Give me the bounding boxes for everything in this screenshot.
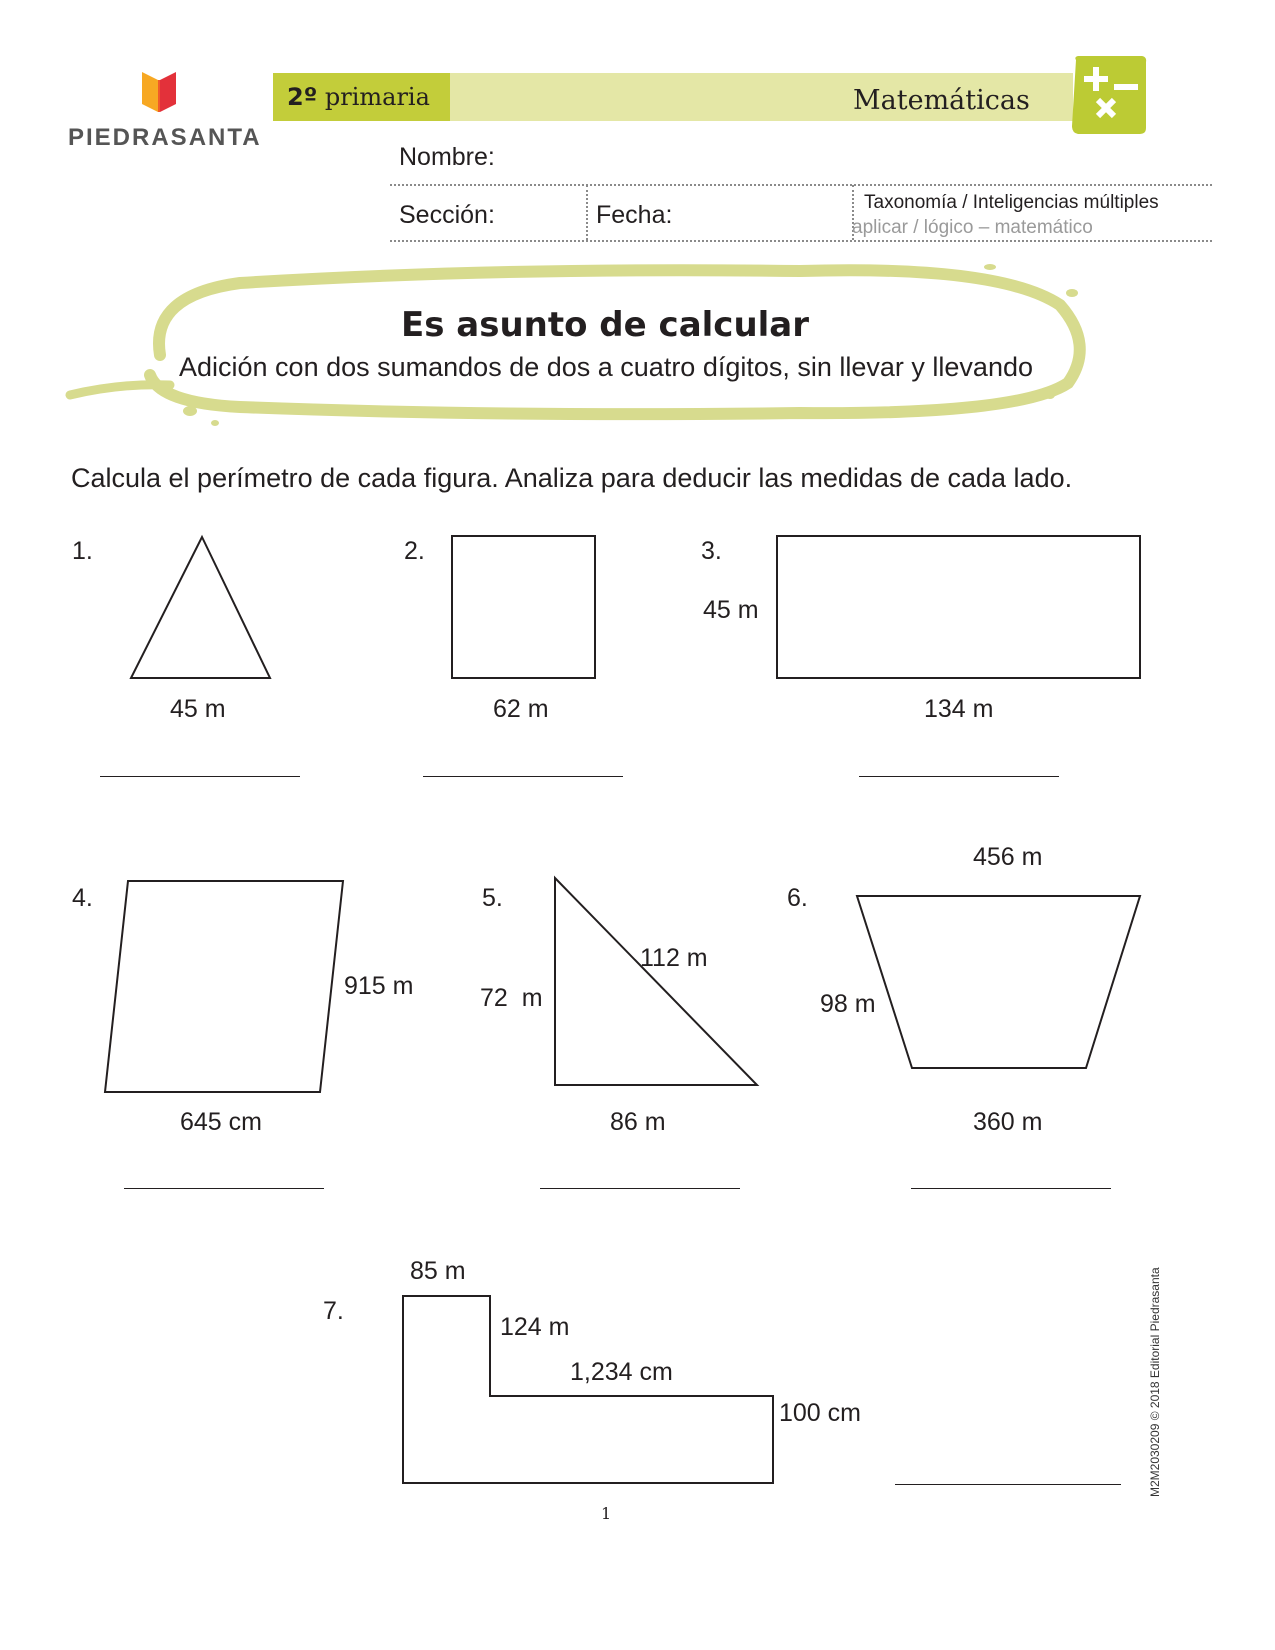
side-label: 98 m <box>820 990 876 1018</box>
side-label: 45 m <box>703 596 759 624</box>
square-shape <box>450 534 600 684</box>
answer-line[interactable] <box>423 776 623 777</box>
side-label: 360 m <box>973 1108 1043 1136</box>
answer-line[interactable] <box>124 1188 324 1189</box>
grade-number: 2º <box>287 83 318 111</box>
subject-title: Matemáticas <box>853 85 1030 116</box>
figure-number: 1. <box>72 537 93 565</box>
name-field[interactable] <box>520 140 1210 182</box>
figure-number: 4. <box>72 884 93 912</box>
copyright-note: M2M2030209 © 2018 Editorial Piedrasanta <box>1148 1267 1162 1497</box>
side-label: 456 m <box>973 843 1043 871</box>
page-subtitle: Adición con dos sumandos de dos a cuatro dígitos, sin llevar y llevando <box>179 352 1033 382</box>
side-label: 72 m <box>480 984 543 1012</box>
side-label: 124 m <box>500 1313 570 1341</box>
trapezoid-shape <box>855 894 1145 1074</box>
taxonomy-value: aplicar / lógico – matemático <box>852 217 1093 238</box>
figure-number: 3. <box>701 537 722 565</box>
section-field[interactable] <box>500 188 582 238</box>
divider <box>390 184 1212 186</box>
rectangle-shape <box>775 534 1145 684</box>
side-label: 645 cm <box>180 1108 262 1136</box>
figure-number: 2. <box>404 537 425 565</box>
side-label: 86 m <box>610 1108 666 1136</box>
right-triangle-shape <box>552 875 762 1090</box>
name-label: Nombre: <box>399 143 495 171</box>
side-label: 1,234 cm <box>570 1358 673 1386</box>
answer-line[interactable] <box>540 1188 740 1189</box>
side-label: 45 m <box>170 695 226 723</box>
publisher-logo <box>68 66 268 156</box>
banner-swirl <box>0 245 1275 445</box>
side-label: 85 m <box>410 1257 466 1285</box>
date-field[interactable] <box>675 188 850 238</box>
side-label: 915 m <box>344 972 414 1000</box>
side-label: 100 cm <box>779 1399 861 1427</box>
parallelogram-shape <box>103 879 353 1099</box>
side-label: 112 m <box>640 944 708 972</box>
grade-word: primaria <box>324 83 430 111</box>
divider <box>586 185 588 240</box>
answer-line[interactable] <box>859 776 1059 777</box>
page-number: 1 <box>601 1504 612 1523</box>
figure-number: 5. <box>482 884 503 912</box>
side-label: 134 m <box>924 695 994 723</box>
triangle-shape <box>125 534 275 684</box>
side-label: 62 m <box>493 695 549 723</box>
figure-number: 7. <box>323 1297 344 1325</box>
grade-label <box>287 83 430 111</box>
instruction: Calcula el perímetro de cada figura. Analiza para deducir las medidas de cada lado. <box>71 463 1073 493</box>
section-label: Sección: <box>399 201 495 229</box>
page-title: Es asunto de calcular <box>400 305 810 345</box>
figure-number: 6. <box>787 884 808 912</box>
answer-line[interactable] <box>100 776 300 777</box>
date-label: Fecha: <box>596 201 673 229</box>
plus-minus-times-icon <box>1070 54 1148 136</box>
answer-line[interactable] <box>895 1484 1121 1485</box>
answer-line[interactable] <box>911 1188 1111 1189</box>
l-shape <box>400 1293 780 1488</box>
taxonomy-title: Taxonomía / Inteligencias múltiples <box>864 192 1159 213</box>
logo-text: PIEDRASANTA <box>68 124 262 151</box>
book-logo-icon <box>68 66 268 116</box>
divider <box>390 240 1212 242</box>
